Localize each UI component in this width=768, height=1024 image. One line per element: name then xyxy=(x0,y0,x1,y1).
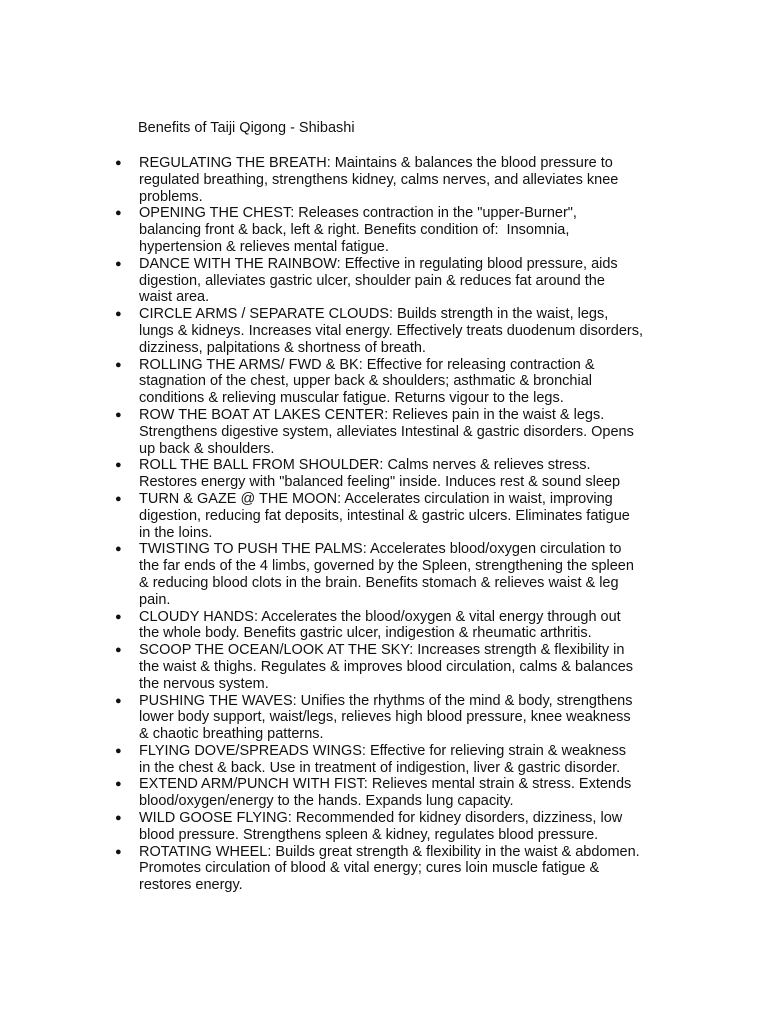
list-item-line: in the chest & back. Use in treatment of indigestion, liver & gastric disorder. xyxy=(139,759,621,776)
list-item-line: regulated breathing, strengthens kidney, calms nerves, and alleviates knee xyxy=(139,171,619,188)
list-item-line: digestion, alleviates gastric ulcer, shoulder pain & reduces fat around the xyxy=(139,272,605,289)
list-item-line: CLOUDY HANDS: Accelerates the blood/oxygen & vital energy through out xyxy=(139,608,621,625)
list-item-line: blood/oxygen/energy to the hands. Expands lung capacity. xyxy=(139,793,514,810)
list-item xyxy=(0,205,699,255)
document-title: Benefits of Taiji Qigong - Shibashi xyxy=(138,120,355,136)
bullet-icon: ● xyxy=(115,610,122,623)
list-item xyxy=(0,844,699,894)
list-item-line: & chaotic breathing patterns. xyxy=(139,726,324,743)
list-item-line: up back & shoulders. xyxy=(139,440,275,457)
bullet-icon: ● xyxy=(115,459,122,472)
list-item-line: the far ends of the 4 limbs, governed by the Spleen, strengthening the spleen xyxy=(139,558,634,575)
list-item-line: CIRCLE ARMS / SEPARATE CLOUDS: Builds strength in the waist, legs, xyxy=(139,306,609,323)
list-item-line: restores energy. xyxy=(139,877,243,894)
list-item xyxy=(0,457,699,491)
list-item xyxy=(0,306,699,356)
list-item-line: WILD GOOSE FLYING: Recommended for kidney disorders, dizziness, low xyxy=(139,810,623,827)
list-item-line: Strengthens digestive system, alleviates Intestinal & gastric disorders. Opens xyxy=(139,423,634,440)
list-item-line: stagnation of the chest, upper back & shoulders; asthmatic & bronchial xyxy=(139,373,592,390)
list-item xyxy=(0,491,699,541)
list-item-line: REGULATING THE BREATH: Maintains & balances the blood pressure to xyxy=(139,155,613,171)
list-item-line: lower body support, waist/legs, relieves high blood pressure, knee weakness xyxy=(139,709,631,726)
list-item-line: lungs & kidneys. Increases vital energy. Effectively treats duodenum disorders, xyxy=(139,322,643,339)
list-item-line: Promotes circulation of blood & vital energy; cures loin muscle fatigue & xyxy=(139,860,600,877)
list-item-line: Restores energy with "balanced feeling" inside. Induces rest & sound sleep xyxy=(139,474,621,491)
list-item xyxy=(0,155,699,205)
list-item-line: problems. xyxy=(139,188,203,205)
list-item xyxy=(0,810,699,844)
list-item xyxy=(0,642,699,692)
list-item-line: pain. xyxy=(139,591,171,608)
list-item-line: dizziness, palpitations & shortness of breath. xyxy=(139,339,426,356)
bullet-icon: ● xyxy=(115,845,122,858)
list-item-line: the waist & thighs. Regulates & improves blood circulation, calms & balances xyxy=(139,658,634,675)
bullet-icon: ● xyxy=(115,157,122,169)
list-item-line: SCOOP THE OCEAN/LOOK AT THE SKY: Increases strength & flexibility in xyxy=(139,642,625,659)
list-item-line: TWISTING TO PUSH THE PALMS: Accelerates blood/oxygen circulation to xyxy=(139,541,622,558)
list-item-line: ROW THE BOAT AT LAKES CENTER: Relieves pain in the waist & legs. xyxy=(139,406,605,423)
list-item-line: FLYING DOVE/SPREADS WINGS: Effective for relieving strain & weakness xyxy=(139,742,626,759)
list-item xyxy=(0,357,699,407)
list-item-line: the whole body. Benefits gastric ulcer, indigestion & rheumatic arthritis. xyxy=(139,625,592,642)
list-item-line: DANCE WITH THE RAINBOW: Effective in regulating blood pressure, aids xyxy=(139,255,618,272)
bullet-icon: ● xyxy=(115,778,122,791)
list-item-line: the nervous system. xyxy=(139,675,269,692)
list-item xyxy=(0,609,699,643)
list-item-line: OPENING THE CHEST: Releases contraction in the "upper-Burner", xyxy=(139,205,577,222)
list-item xyxy=(0,407,699,457)
bullet-icon: ● xyxy=(115,308,122,321)
list-item xyxy=(0,776,699,810)
list-item-line: balancing front & back, left & right. Benefits condition of: Insomnia, xyxy=(139,222,570,239)
list-item-line: ROLLING THE ARMS/ FWD & BK: Effective for releasing contraction & xyxy=(139,356,595,373)
bullet-icon: ● xyxy=(115,744,122,757)
list-item-line: digestion, reducing fat deposits, intestinal & gastric ulcers. Eliminates fatigue xyxy=(139,507,630,524)
bullet-icon: ● xyxy=(115,358,122,371)
list-item-line: waist area. xyxy=(139,289,210,306)
bullet-icon: ● xyxy=(115,492,122,505)
bullet-icon: ● xyxy=(115,207,122,220)
list-item-line: TURN & GAZE @ THE MOON: Accelerates circulation in waist, improving xyxy=(139,490,613,507)
list-item-line: conditions & relieving muscular fatigue. Returns vigour to the legs. xyxy=(139,390,564,407)
list-item xyxy=(0,256,699,306)
bullet-icon: ● xyxy=(115,694,122,707)
bullet-icon: ● xyxy=(115,543,122,556)
list-item xyxy=(0,743,699,777)
list-item-line: hypertension & relieves mental fatigue. xyxy=(139,238,389,255)
list-item-line: ROTATING WHEEL: Builds great strength & flexibility in the waist & abdomen. xyxy=(139,843,640,860)
bullet-icon: ● xyxy=(115,644,122,657)
list-item-line: PUSHING THE WAVES: Unifies the rhythms of the mind & body, strengthens xyxy=(139,692,633,709)
bullet-icon: ● xyxy=(115,408,122,421)
list-item-line: in the loins. xyxy=(139,524,213,541)
bullet-icon: ● xyxy=(115,812,122,825)
list-item-line: ROLL THE BALL FROM SHOULDER: Calms nerves & relieves stress. xyxy=(139,457,591,474)
list-item xyxy=(0,693,699,743)
bullet-icon: ● xyxy=(115,257,122,270)
list-item-line: blood pressure. Strengthens spleen & kidney, regulates blood pressure. xyxy=(139,826,599,843)
list-item-line: & reducing blood clots in the brain. Benefits stomach & relieves waist & leg xyxy=(139,574,619,591)
benefit-list xyxy=(0,155,768,894)
list-item xyxy=(0,541,699,608)
list-item-line: EXTEND ARM/PUNCH WITH FIST: Relieves mental strain & stress. Extends xyxy=(139,776,632,793)
